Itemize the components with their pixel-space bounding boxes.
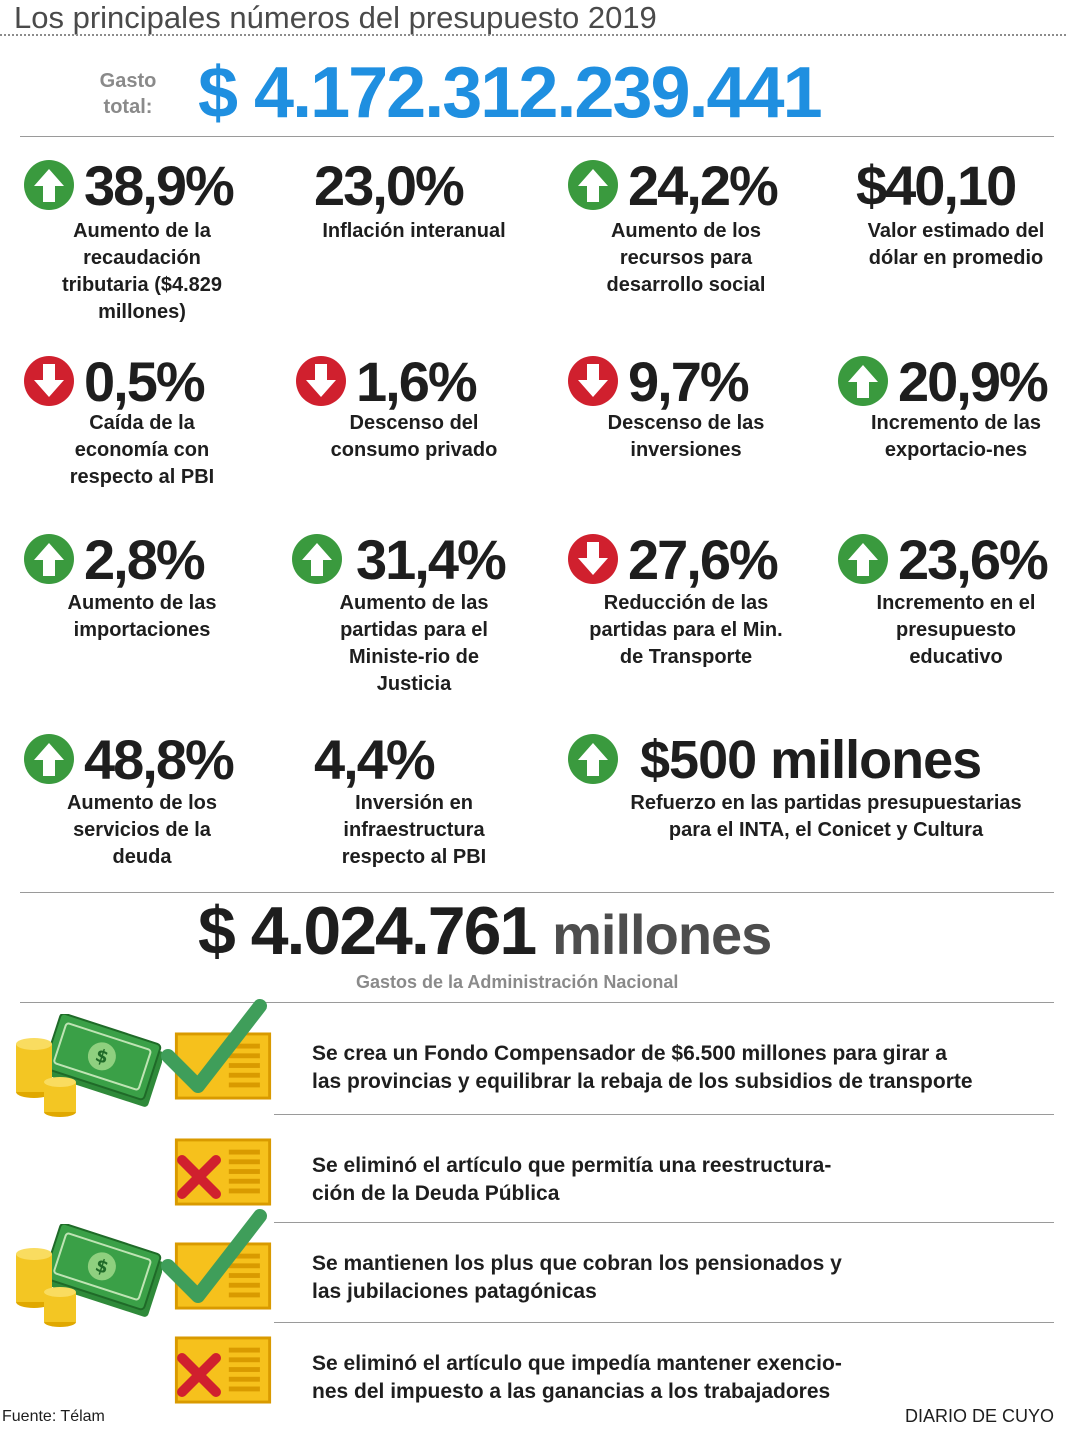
stat-value: 2,8%: [84, 528, 204, 591]
stat-value: 9,7%: [628, 350, 748, 413]
item-line: ción de la Deuda Pública: [312, 1182, 560, 1205]
stat-value: 48,8%: [84, 728, 233, 791]
item-line: las jubilaciones patagónicas: [312, 1280, 597, 1303]
item-text: [312, 1350, 1032, 1406]
divider: [274, 1222, 1054, 1223]
arrow-down-icon: [568, 356, 618, 406]
gasto-total-label: Gasto total:: [99, 70, 157, 118]
money-icon: [12, 1224, 162, 1339]
stat-card: [12, 528, 272, 698]
page-title: Los principales números del presupuesto 2019: [14, 0, 657, 35]
stat-description: Reducción de las partidas para el Min. de Transporte: [589, 592, 783, 668]
stat-description: Inflación interanual: [322, 220, 506, 242]
stat-description: Aumento de los recursos para desarrollo social: [606, 220, 766, 296]
stat-card: [826, 350, 1066, 520]
stat-card: [826, 154, 1066, 324]
arrow-up-icon: [292, 534, 342, 584]
check-icon: [160, 1204, 270, 1319]
money-icon: [12, 1014, 162, 1129]
stat-description: Descenso de las inversiones: [607, 412, 765, 461]
stat-description: Refuerzo en las partidas presupuestarias para el INTA, el Conicet y Cultura: [630, 792, 1022, 841]
divider: [20, 136, 1054, 137]
item-line: Se mantienen los plus que cobran los pensionados y: [312, 1252, 842, 1275]
stat-card: [826, 528, 1066, 698]
stat-description: Aumento de las partidas para el Ministe-rio de Justicia: [339, 592, 489, 695]
stat-card: [12, 350, 272, 520]
stat-value: 27,6%: [628, 528, 777, 591]
stat-value: 0,5%: [84, 350, 204, 413]
stat-value: 4,4%: [314, 728, 434, 791]
stat-card: [284, 154, 544, 324]
stat-value: 23,0%: [314, 154, 463, 217]
svg-text:$: $: [92, 1044, 111, 1069]
stat-card: [12, 728, 272, 898]
title-divider: [0, 34, 1066, 36]
administracion-value: $ 4.024.761: [198, 893, 536, 969]
item-text: [312, 1250, 1032, 1306]
stat-card: [556, 528, 816, 698]
stat-value: 24,2%: [628, 154, 777, 217]
stat-description: Caída de la economía con respecto al PBI: [69, 412, 215, 488]
arrow-up-icon: [24, 160, 74, 210]
svg-text:$: $: [92, 1254, 111, 1279]
stat-card: [556, 728, 1056, 898]
stat-description: Aumento de la recaudación tributaria ($4.829 millones): [61, 220, 223, 323]
stat-card: [284, 728, 544, 898]
arrow-down-icon: [296, 356, 346, 406]
stat-card: [556, 350, 816, 520]
stat-card: [284, 528, 544, 698]
gasto-total-value: $ 4.172.312.239.441: [198, 53, 821, 133]
stat-description: Descenso del consumo privado: [330, 412, 498, 461]
stat-card: [556, 154, 816, 324]
stat-card: [284, 350, 544, 520]
stat-description: Aumento de los servicios de la deuda: [66, 792, 217, 868]
stat-value: 31,4%: [356, 528, 505, 591]
arrow-down-icon: [568, 534, 618, 584]
item-line: nes del impuesto a las ganancias a los trabajadores: [312, 1380, 831, 1403]
administracion-total: [198, 892, 771, 970]
stat-card: [12, 154, 272, 324]
stat-description: Incremento en el presupuesto educativo: [876, 592, 1036, 668]
stat-description: Valor estimado del dólar en promedio: [867, 220, 1045, 269]
stat-value: 38,9%: [84, 154, 233, 217]
stat-description: Aumento de las importaciones: [67, 592, 217, 641]
arrow-up-icon: [838, 534, 888, 584]
arrow-up-icon: [838, 356, 888, 406]
item-line: las provincias y equilibrar la rebaja de los subsidios de transporte: [312, 1070, 973, 1093]
cross-icon: [176, 1154, 222, 1205]
stat-description: Inversión en infraestructura respecto al PBI: [341, 792, 487, 868]
stat-value: 20,9%: [898, 350, 1047, 413]
arrow-up-icon: [24, 534, 74, 584]
arrow-down-icon: [24, 356, 74, 406]
item-line: Se eliminó el artículo que permitía una reestructura-: [312, 1154, 832, 1177]
divider: [274, 1114, 1054, 1115]
stat-value: $40,10: [856, 154, 1016, 217]
check-icon: [160, 994, 270, 1109]
administracion-caption: Gastos de la Administración Nacional: [356, 972, 679, 992]
arrow-up-icon: [24, 734, 74, 784]
footer-source: Fuente: Télam: [2, 1408, 105, 1425]
item-text: [312, 1040, 1032, 1096]
stat-value: 1,6%: [356, 350, 476, 413]
cross-icon: [176, 1352, 222, 1403]
stat-description: Incremento de las exportacio-nes: [870, 412, 1042, 461]
item-line: Se crea un Fondo Compensador de $6.500 millones para girar a: [312, 1042, 947, 1065]
divider: [274, 1322, 1054, 1323]
stat-value: 23,6%: [898, 528, 1047, 591]
administracion-unit: millones: [552, 903, 772, 966]
footer-publisher: DIARIO DE CUYO: [904, 1406, 1054, 1426]
arrow-up-icon: [568, 734, 618, 784]
item-text: [312, 1152, 1032, 1208]
stat-value: $500 millones: [640, 730, 982, 790]
arrow-up-icon: [568, 160, 618, 210]
item-line: Se eliminó el artículo que impedía mantener exencio-: [312, 1352, 842, 1375]
